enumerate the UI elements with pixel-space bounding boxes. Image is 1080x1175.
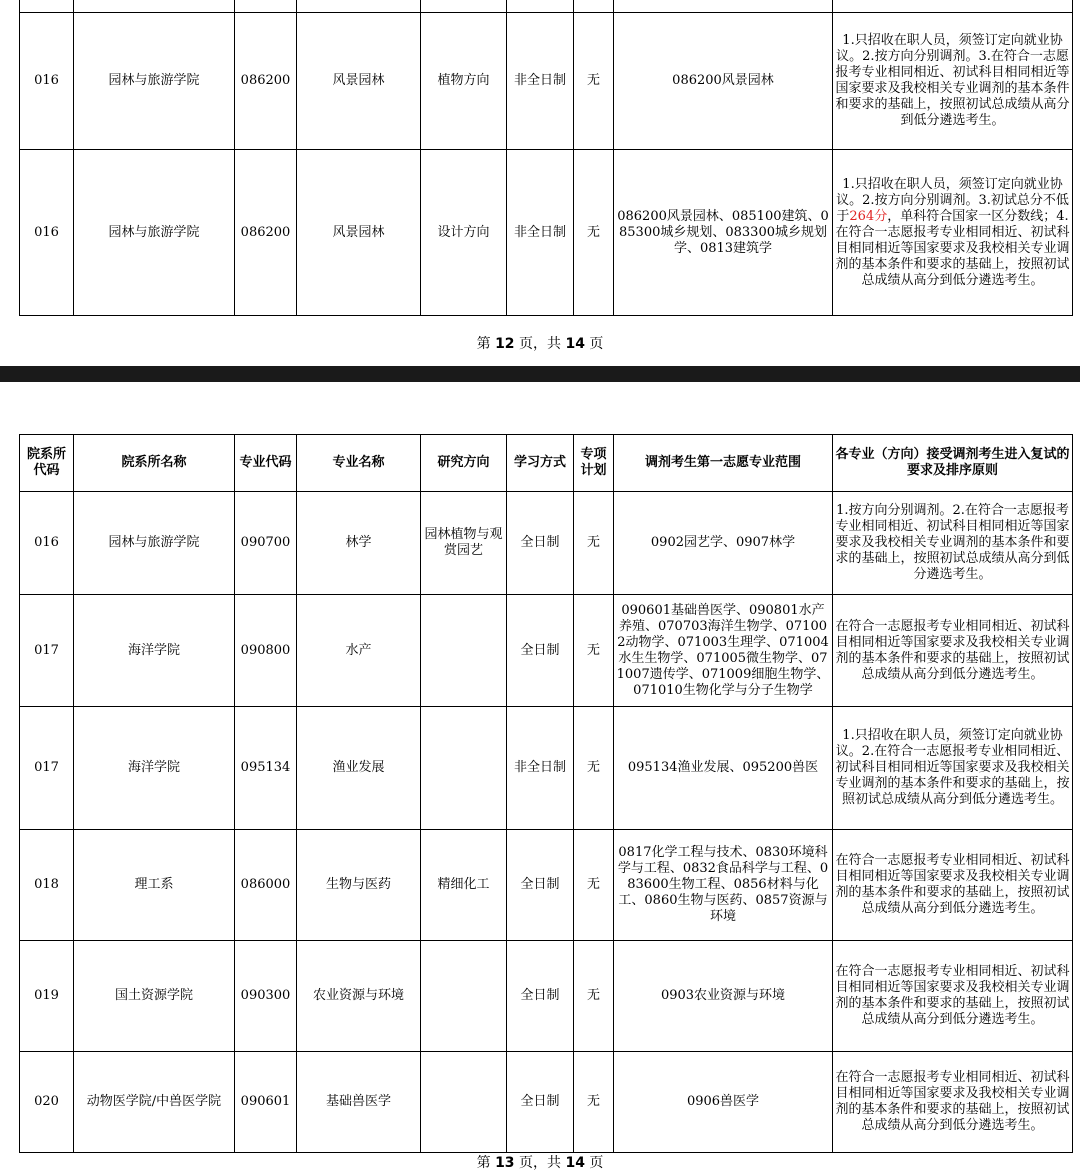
dept-name-cell: 动物医学院/中兽医学院 [74, 1052, 235, 1153]
table-row [20, 150, 1073, 316]
requirement-cell: 在符合一志愿报考专业相同相近、初试科目相同相近等国家要求及我校相关专业调剂的基本条件和要求的基础上，按照初试总成绩从高分到低分遴选考生。 [833, 941, 1073, 1052]
footer-text: 页，共 [519, 1155, 561, 1171]
table-row [20, 492, 1073, 595]
major-code-cell: 086200 [235, 13, 297, 150]
special-plan-cell: 无 [574, 830, 614, 941]
dept-code-cell: 018 [20, 830, 74, 941]
page-divider [0, 366, 1080, 382]
dept-code-cell: 020 [20, 1052, 74, 1153]
scope-cell: 0902园艺学、0907林学 [614, 492, 833, 595]
table-row [20, 707, 1073, 830]
direction-cell: 设计方向 [421, 150, 507, 316]
header-requirement: 各专业（方向）接受调剂考生进入复试的要求及排序原则 [833, 435, 1073, 492]
direction-cell [421, 595, 507, 707]
major-name-cell: 渔业发展 [297, 707, 421, 830]
study-mode-cell: 全日制 [507, 595, 574, 707]
study-mode-cell: 全日制 [507, 492, 574, 595]
special-plan-cell: 无 [574, 707, 614, 830]
requirement-cell: 1.只招收在职人员，须签订定向就业协议。2.按方向分别调剂。3.在符合一志愿报考专业相同相近、初试科目相同相近等国家要求及我校相关专业调剂的基本条件和要求的基础上，按照初试总成绩从高分到低分遴选考生。 [833, 13, 1073, 150]
direction-cell: 园林植物与观赏园艺 [421, 492, 507, 595]
study-mode-cell: 非全日制 [507, 150, 574, 316]
requirement-cell: 在符合一志愿报考专业相同相近、初试科目相同相近等国家要求及我校相关专业调剂的基本条件和要求的基础上，按照初试总成绩从高分到低分遴选考生。 [833, 595, 1073, 707]
requirement-cell: 在符合一志愿报考专业相同相近、初试科目相同相近等国家要求及我校相关专业调剂的基本条件和要求的基础上，按照初试总成绩从高分到低分遴选考生。 [833, 1052, 1073, 1153]
major-code-cell: 090800 [235, 595, 297, 707]
header-special-plan: 专项计划 [574, 435, 614, 492]
requirement-cell: 1.按方向分别调剂。2.在符合一志愿报考专业相同相近、初试科目相同相近等国家要求及我校相关专业调剂的基本条件和要求的基础上，按照初试总成绩从高分到低分遴选考生。 [833, 492, 1073, 595]
scope-cell: 0906兽医学 [614, 1052, 833, 1153]
table-row [20, 941, 1073, 1052]
scope-cell: 086200风景园林、085100建筑、085300城乡规划、083300城乡规划学、0813建筑学 [614, 150, 833, 316]
table-row [20, 13, 1073, 150]
scope-cell: 095134渔业发展、095200兽医 [614, 707, 833, 830]
major-name-cell: 水产 [297, 595, 421, 707]
dept-name-cell: 海洋学院 [74, 595, 235, 707]
requirement-text: ，单科符合国家一区分数线；4.在符合一志愿报考专业相同相近、初试科目相同相近等国家要求及我校相关专业调剂的基本条件和要求的基础上，按照初试总成绩从高分到低分遴选考生。 [835, 208, 1070, 288]
dept-name-cell: 园林与旅游学院 [74, 13, 235, 150]
study-mode-cell: 全日制 [507, 941, 574, 1052]
table-row [20, 830, 1073, 941]
direction-cell [421, 941, 507, 1052]
direction-cell [421, 1052, 507, 1153]
footer-text: 页 [589, 1155, 604, 1171]
major-name-cell: 风景园林 [297, 150, 421, 316]
dept-code-cell: 016 [20, 492, 74, 595]
major-name-cell: 生物与医药 [297, 830, 421, 941]
header-direction: 研究方向 [421, 435, 507, 492]
requirement-cell: 在符合一志愿报考专业相同相近、初试科目相同相近等国家要求及我校相关专业调剂的基本条件和要求的基础上，按照初试总成绩从高分到低分遴选考生。 [833, 830, 1073, 941]
special-plan-cell: 无 [574, 150, 614, 316]
special-plan-cell: 无 [574, 941, 614, 1052]
major-code-cell: 086000 [235, 830, 297, 941]
study-mode-cell: 非全日制 [507, 13, 574, 150]
score-threshold: 264分 [849, 208, 888, 224]
special-plan-cell: 无 [574, 1052, 614, 1153]
special-plan-cell: 无 [574, 595, 614, 707]
header-scope: 调剂考生第一志愿专业范围 [614, 435, 833, 492]
study-mode-cell: 全日制 [507, 1052, 574, 1153]
major-name-cell: 基础兽医学 [297, 1052, 421, 1153]
dept-code-cell: 017 [20, 595, 74, 707]
table-row-stub [20, 0, 1073, 13]
dept-name-cell: 园林与旅游学院 [74, 150, 235, 316]
table-row [20, 595, 1073, 707]
study-mode-cell: 全日制 [507, 830, 574, 941]
dept-name-cell: 海洋学院 [74, 707, 235, 830]
footer-text: 页 [589, 336, 604, 352]
table-page-13 [19, 434, 1073, 1153]
dept-code-cell: 019 [20, 941, 74, 1052]
page-footer [0, 1152, 1080, 1172]
dept-code-cell: 016 [20, 150, 74, 316]
table-header-row [20, 435, 1073, 492]
requirement-text: 1.只招收在职人员，须签订定向就业协议。2.按方向分别调剂。3.初试总分不低于 [836, 176, 1069, 224]
special-plan-cell: 无 [574, 492, 614, 595]
scope-cell: 090601基础兽医学、090801水产养殖、070703海洋生物学、071002动物学、071003生理学、071004水生生物学、071005微生物学、071007遗传学、071009细胞生物学、071010生物化学与分子生物学 [614, 595, 833, 707]
major-name-cell: 农业资源与环境 [297, 941, 421, 1052]
header-major-code: 专业代码 [235, 435, 297, 492]
header-dept-name: 院系所名称 [74, 435, 235, 492]
major-code-cell: 090601 [235, 1052, 297, 1153]
major-name-cell: 风景园林 [297, 13, 421, 150]
header-major-name: 专业名称 [297, 435, 421, 492]
scope-cell: 0817化学工程与技术、0830环境科学与工程、0832食品科学与工程、083600生物工程、0856材料与化工、0860生物与医药、0857资源与环境 [614, 830, 833, 941]
dept-name-cell: 国土资源学院 [74, 941, 235, 1052]
table-row [20, 1052, 1073, 1153]
major-code-cell: 090700 [235, 492, 297, 595]
scope-cell: 086200风景园林 [614, 13, 833, 150]
page-footer [0, 333, 1080, 353]
requirement-cell: 1.只招收在职人员，须签订定向就业协议。2.在符合一志愿报考专业相同相近、初试科目相同相近等国家要求及我校相关专业调剂的基本条件和要求的基础上，按照初试总成绩从高分到低分遴选考生。 [833, 707, 1073, 830]
special-plan-cell: 无 [574, 13, 614, 150]
footer-text: 第 [476, 336, 491, 352]
direction-cell: 精细化工 [421, 830, 507, 941]
study-mode-cell: 非全日制 [507, 707, 574, 830]
dept-name-cell: 园林与旅游学院 [74, 492, 235, 595]
page-total: 14 [565, 336, 585, 352]
dept-code-cell: 017 [20, 707, 74, 830]
direction-cell: 植物方向 [421, 13, 507, 150]
major-code-cell: 095134 [235, 707, 297, 830]
table-page-12 [19, 0, 1073, 316]
dept-name-cell: 理工系 [74, 830, 235, 941]
footer-text: 第 [476, 1155, 491, 1171]
major-code-cell: 086200 [235, 150, 297, 316]
page-total: 14 [565, 1155, 585, 1171]
scope-cell: 0903农业资源与环境 [614, 941, 833, 1052]
header-dept-code: 院系所代码 [20, 435, 74, 492]
major-name-cell: 林学 [297, 492, 421, 595]
dept-code-cell: 016 [20, 13, 74, 150]
footer-text: 页，共 [519, 336, 561, 352]
header-study-mode: 学习方式 [507, 435, 574, 492]
major-code-cell: 090300 [235, 941, 297, 1052]
requirement-cell [833, 150, 1073, 316]
page-number: 13 [495, 1155, 515, 1171]
direction-cell [421, 707, 507, 830]
page-number: 12 [495, 336, 515, 352]
